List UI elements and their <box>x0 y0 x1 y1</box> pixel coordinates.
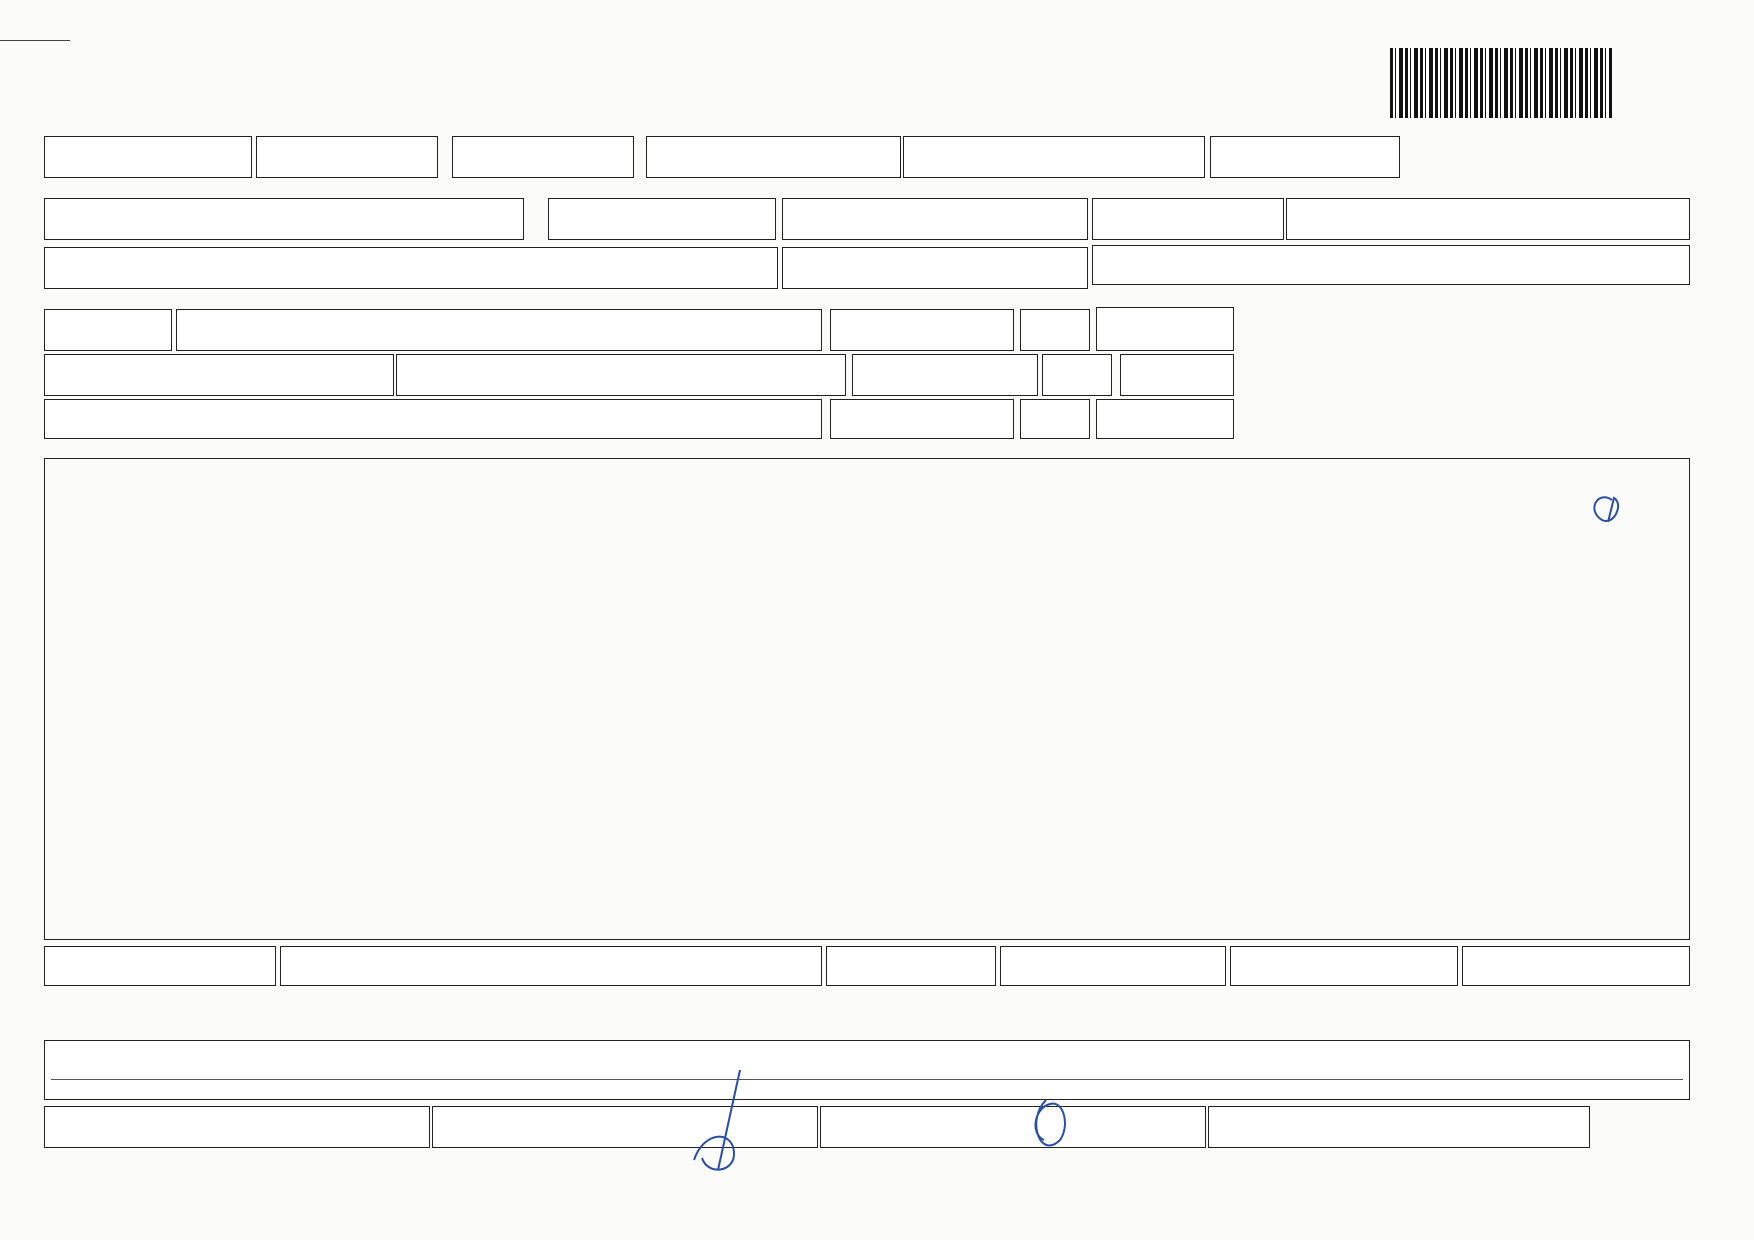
signature-scribble-beneficiario <box>1035 1100 1065 1145</box>
signature-scribble-row1 <box>1594 497 1618 522</box>
signature-scribble-dentista <box>694 1070 740 1170</box>
